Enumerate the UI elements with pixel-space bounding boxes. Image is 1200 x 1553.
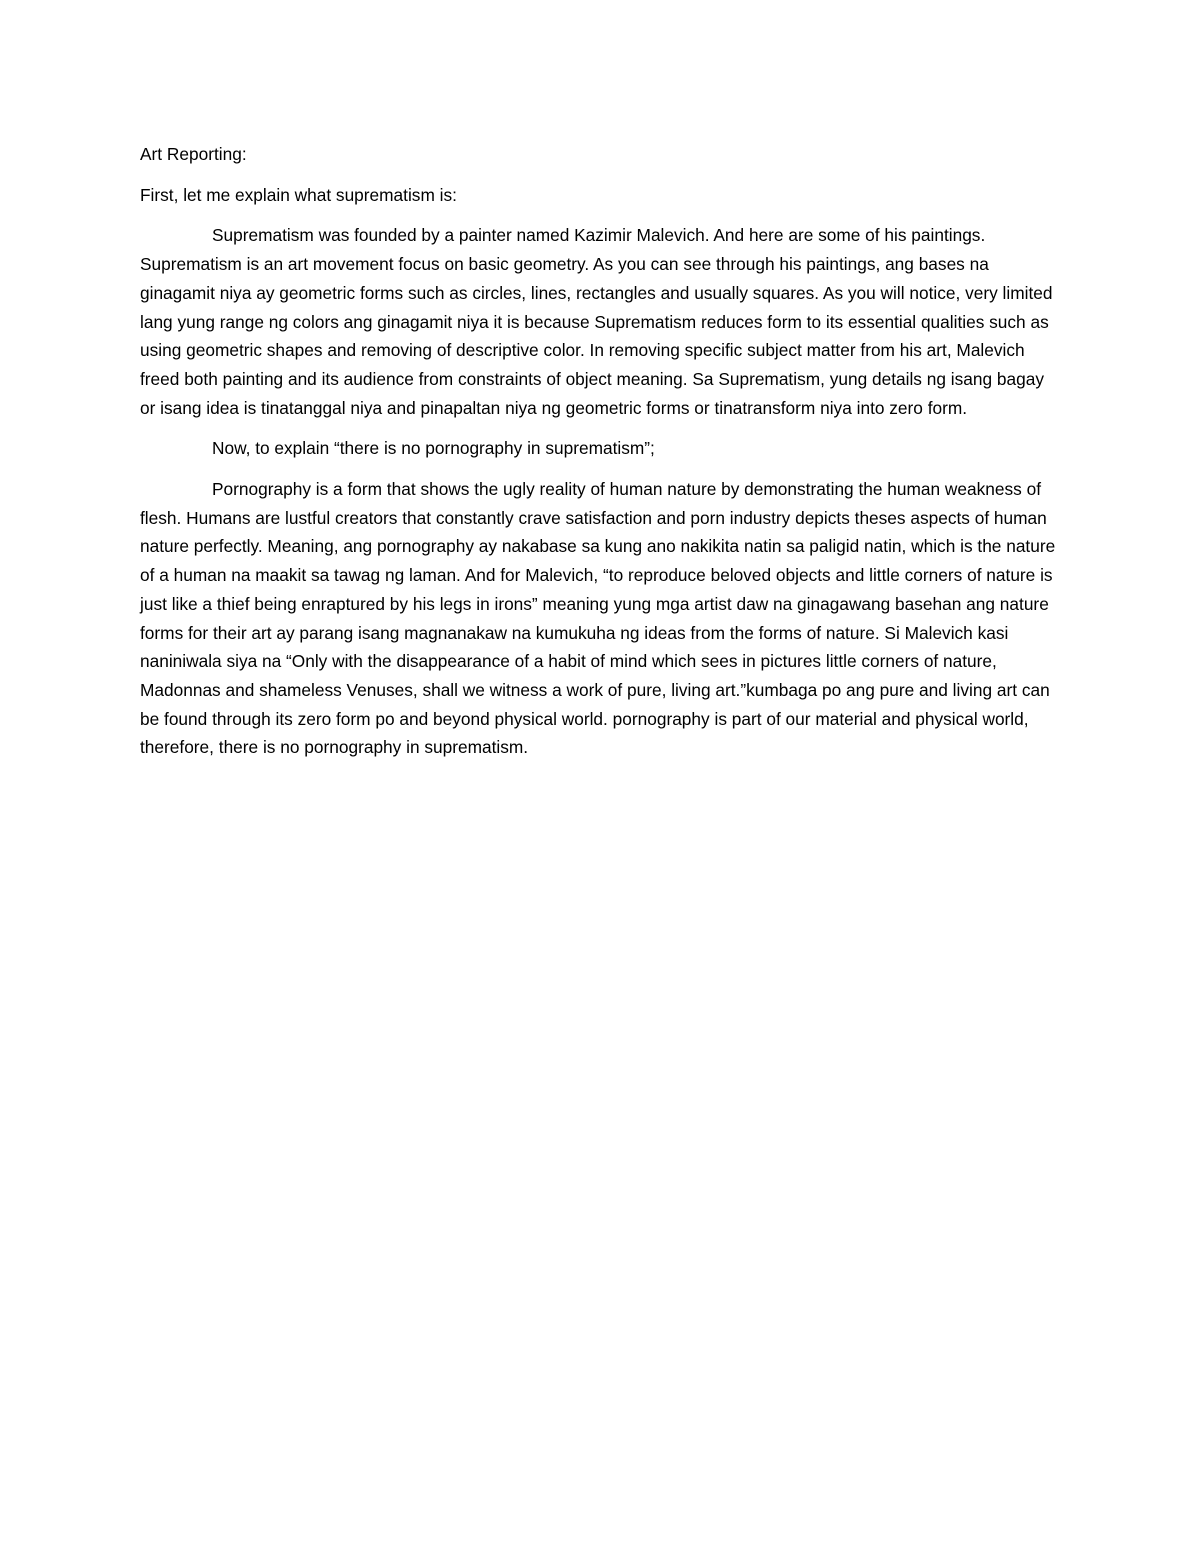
transition-line: Now, to explain “there is no pornography in suprematism”; bbox=[212, 438, 655, 459]
intro-line: First, let me explain what suprematism is: bbox=[140, 184, 457, 205]
document-body bbox=[140, 140, 1058, 774]
paragraph-suprematism: Suprematism was founded by a painter named Kazimir Malevich. And here are some of his paintings. Suprematism is an art movement focus on basic geometry. As you can see through his paintings, ang bases na ginagamit niya ay geometric forms such as circles, lines, rectangles and usually squares. As you will notice, very limited lang yung range ng colors ang ginagamit niya it is because Suprematism reduces form to its essential qualities such as using geometric shapes and removing of descriptive color. In removing specific subject matter from his art, Malevich freed both painting and its audience from constraints of object meaning. Sa Suprematism, yung details ng isang bagay or isang idea is tinatanggal niya and pinapaltan niya ng geometric forms or tinatransform niya into zero form. bbox=[140, 225, 1053, 418]
paragraph-pornography: Pornography is a form that shows the ugly reality of human nature by demonstrating the human weakness of flesh. Humans are lustful creators that constantly crave satisfaction and porn industry depicts theses aspects of human nature perfectly. Meaning, ang pornography ay nakabase sa kung ano nakikita natin sa paligid natin, which is the nature of a human na maakit sa tawag ng laman. And for Malevich, “to reproduce beloved objects and little corners of nature is just like a thief being enraptured by his legs in irons” meaning yung mga artist daw na ginagawang basehan ang nature forms for their art ay parang isang magnanakaw na kumukuha ng ideas from the forms of nature. Si Malevich kasi naniniwala siya na “Only with the disappearance of a habit of mind which sees in pictures little corners of nature, Madonnas and shameless Venuses, shall we witness a work of pure, living art.”kumbaga po ang pure and living art can be found through its zero form po and beyond physical world. pornography is part of our material and physical world, therefore, there is no pornography in suprematism. bbox=[140, 479, 1056, 758]
document-heading: Art Reporting: bbox=[140, 144, 247, 164]
